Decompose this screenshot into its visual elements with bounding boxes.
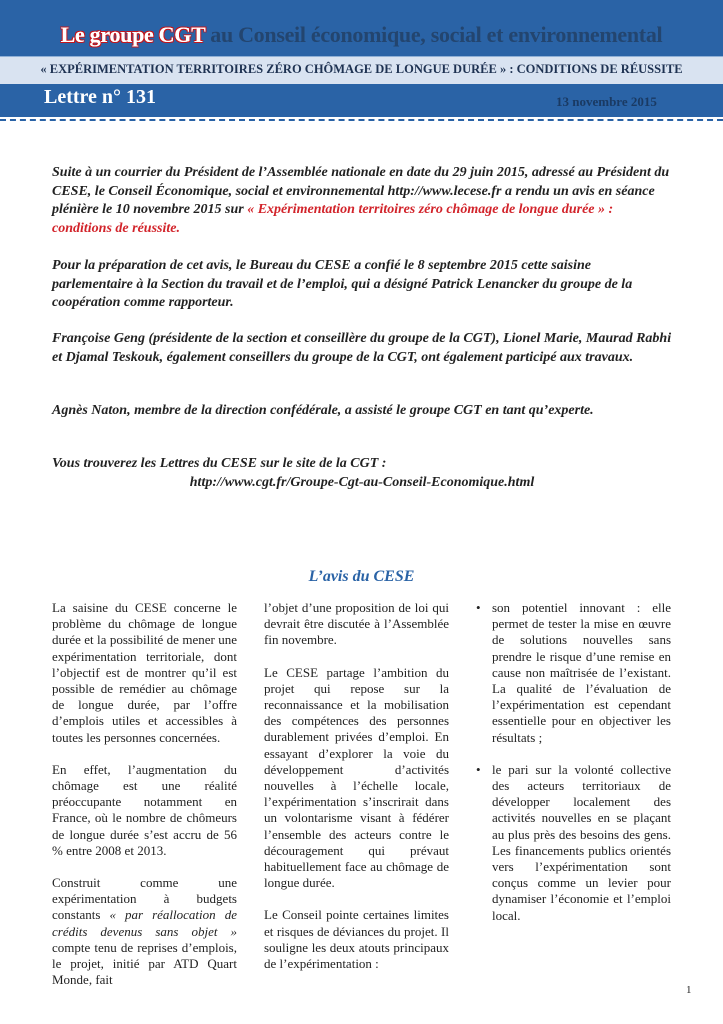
list-item-text: son potentiel innovant : elle permet de tester la mise en œuvre de solutions nouvelles sans prendre le risque d’une remise en cause non maîtrisée de l’existant. La qualité de l’évaluation de l’expérimentation est cependant essentielle pour en objectiver les résultats ; — [492, 600, 671, 745]
col2-paragraph-2: Le CESE partage l’ambition du projet qui repose sur la reconnaissance et la mobilisation des compétences des personnes durablement privées d’emploi. En essayant d’explorer la voie du développement d’activités nouvelles à l’échelle locale, l’expérimentation s’inscrirait dans un volontarisme visant à fédérer l’ensemble des acteurs contre le découragement qui prévaut habituellement face au chômage de longue durée. — [264, 664, 449, 891]
column-3 — [476, 600, 671, 940]
col1-text-b: compte tenu de reprises d’emplois, le projet, initié par ATD Quart Monde, fait — [52, 939, 237, 988]
intro-text: Suite à un courrier du Président de l’Assemblée nationale en date du 29 juin 2015, adressé au Président du CESE, le Conseil Économique, social et environnemental http://www.lecese.fr a rendu un avis en séance plénière le 10 novembre 2015 sur — [52, 165, 670, 217]
intro-highlight: « Expérimentation territoires zéro chômage de longue durée » : conditions de réussite. — [52, 202, 614, 236]
list-item-text: le pari sur la volonté collective des acteurs territoriaux de développer localement des activités nouvelles en se plaçant au plus près des besoins des gens. Les financements publics orientés vers l’expérimentation sont conçus comme un levier pour dynamiser l’économie et l’emploi local. — [492, 761, 671, 923]
page-number: 1 — [686, 984, 692, 996]
bullet-icon: • — [476, 761, 481, 777]
col1-text-a: Construit comme une expérimentation à budgets constants — [52, 875, 237, 923]
group-name: Le groupe CGT — [60, 22, 206, 47]
col1-paragraph-1: La saisine du CESE concerne le problème du chômage de longue durée et la possibilité de mener une expérimentation territoriale, dont l’objectif est de montrer qu’il est possible de remédier au chômage de longue durée, par l’offre d’emplois utiles et accessibles à toutes les personnes concernées. — [52, 600, 237, 745]
bullet-icon: • — [476, 600, 481, 615]
letter-date: 13 novembre 2015 — [556, 94, 657, 109]
intro-paragraph-1 — [52, 164, 672, 238]
cgt-site-text: Vous trouverez les Lettres du CESE sur le site de la CGT : — [52, 456, 387, 471]
header-title — [0, 22, 723, 48]
council-name: au Conseil économique, social et environnemental — [205, 22, 663, 47]
list-item — [476, 600, 671, 746]
list-item — [476, 762, 671, 924]
col2-paragraph-1: l’objet d’une proposition de loi qui devrait être discutée à l’Assemblée fin novembre. — [264, 600, 449, 648]
cgt-site-link[interactable]: http://www.cgt.fr/Groupe-Cgt-au-Conseil-Economique.html — [189, 474, 535, 490]
column-1 — [52, 600, 237, 1004]
document-subtitle: « EXPÉRIMENTATION TERRITOIRES ZÉRO CHÔMAGE DE LONGUE DURÉE » : CONDITIONS DE RÉUSSITE — [40, 62, 683, 76]
letter-number: Lettre n° 131 — [44, 86, 157, 108]
intro-paragraph-5 — [52, 455, 672, 492]
intro-paragraph-2: Pour la préparation de cet avis, le Bureau du CESE a confié le 8 septembre 2015 cette saisine parlementaire à la Section du travail et de l’emploi, qui a désigné Patrick Lenancker du groupe de la coopération comme rapporteur. — [52, 258, 633, 310]
col2-paragraph-3: Le Conseil pointe certaines limites et risques de déviances du projet. Il souligne les deux atouts principaux de l’expérimentation : — [264, 907, 449, 972]
intro-paragraph-4: Agnès Naton, membre de la direction confédérale, a assisté le groupe CGT en tant qu’experte. — [52, 403, 594, 418]
dashed-divider — [0, 119, 723, 121]
column-2 — [264, 600, 449, 988]
col1-paragraph-2: En effet, l’augmentation du chômage est une réalité préoccupante notamment en France, où le nombre de chômeurs de longue durée s’est accru de 56 % entre 2008 et 2013. — [52, 761, 237, 858]
section-title: L’avis du CESE — [308, 568, 415, 585]
col1-paragraph-3 — [52, 875, 237, 988]
col1-quote: « par réallocation de crédits devenus sans objet » — [52, 907, 237, 939]
intro-paragraph-3: Françoise Geng (présidente de la section et conseillère du groupe de la CGT), Lionel Marie, Maurad Rabhi et Djamal Teskouk, également conseillers du groupe de la CGT, ont également participé aux travaux. — [52, 331, 672, 365]
atouts-list — [476, 600, 671, 924]
